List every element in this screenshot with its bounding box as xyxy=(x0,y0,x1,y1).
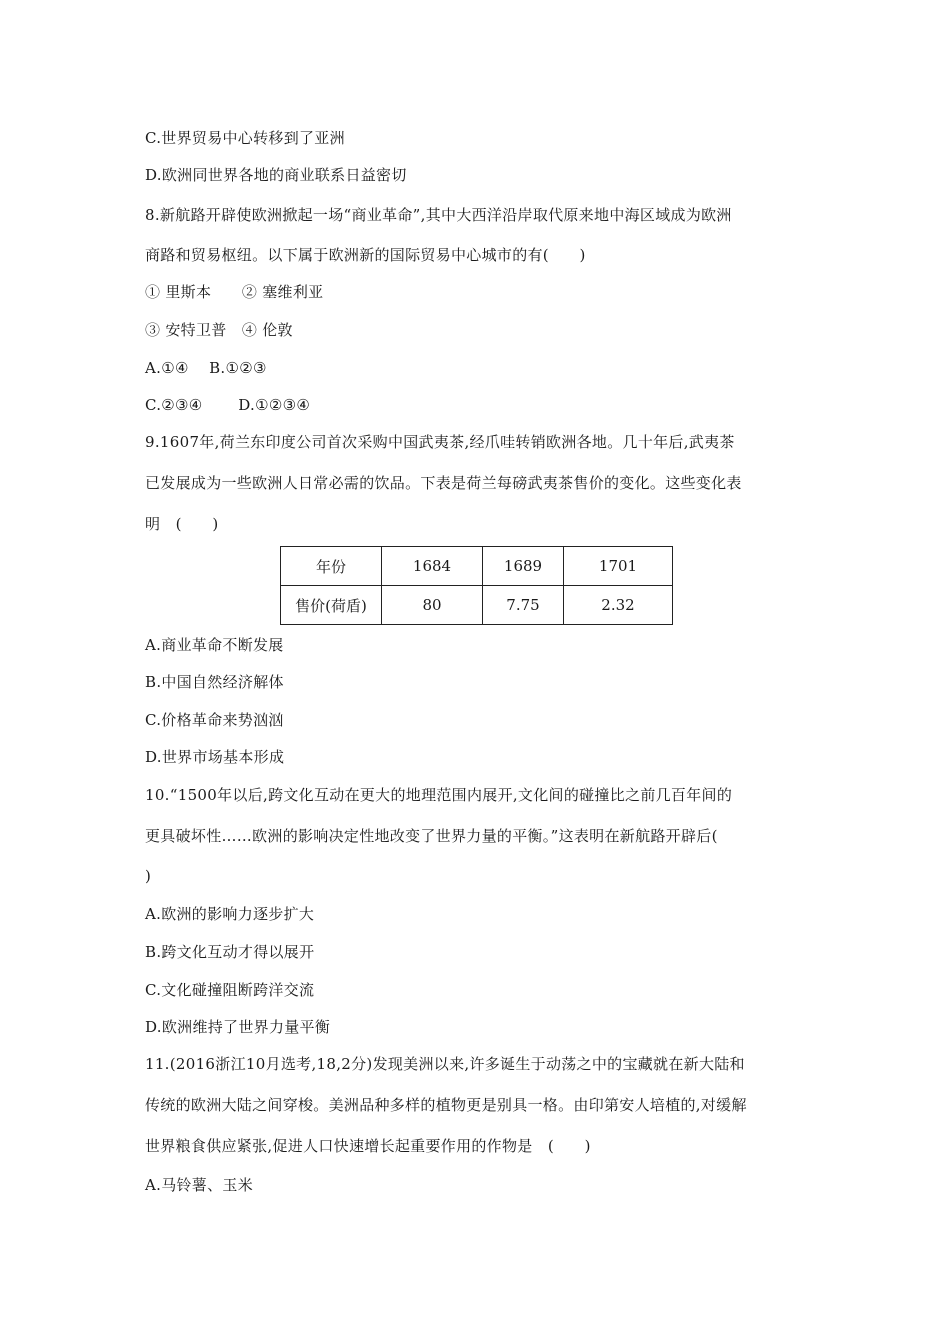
question-8-options-ab: A.①④ B.①②③ xyxy=(145,359,267,377)
question-10-option-a: A.欧洲的影响力逐步扩大 xyxy=(145,905,315,923)
question-8-items-2: ③ 安特卫普 ④ 伦敦 xyxy=(145,321,293,339)
table-row xyxy=(281,586,673,625)
table-cell: 售价(荷盾) xyxy=(281,586,382,625)
line-d-q7: D.欧洲同世界各地的商业联系日益密切 xyxy=(145,166,407,184)
question-11-stem-1: 11.(2016浙江10月选考,18,2分)发现美洲以来,许多诞生于动荡之中的宝藏就在新大陆和 xyxy=(145,1055,745,1073)
question-10-stem-2: 更具破坏性……欧洲的影响决定性地改变了世界力量的平衡。”这表明在新航路开辟后( xyxy=(145,827,718,845)
table-cell: 年份 xyxy=(281,547,382,586)
question-11-option-a: A.马铃薯、玉米 xyxy=(145,1176,254,1194)
question-10-option-b: B.跨文化互动才得以展开 xyxy=(145,943,315,961)
question-8-stem-1: 8.新航路开辟使欧洲掀起一场“商业革命”,其中大西洋沿岸取代原来地中海区域成为欧洲 xyxy=(145,206,732,224)
table-row xyxy=(281,547,673,586)
table-cell: 1684 xyxy=(382,547,483,586)
question-8-options-cd: C.②③④ D.①②③④ xyxy=(145,396,311,414)
table-cell: 2.32 xyxy=(564,586,673,625)
question-9-stem-2: 已发展成为一些欧洲人日常必需的饮品。下表是荷兰每磅武夷茶售价的变化。这些变化表 xyxy=(145,474,742,492)
question-9-stem-1: 9.1607年,荷兰东印度公司首次采购中国武夷茶,经爪哇转销欧洲各地。几十年后,武夷茶 xyxy=(145,433,735,451)
question-10-option-d: D.欧洲维持了世界力量平衡 xyxy=(145,1018,331,1036)
table-cell: 80 xyxy=(382,586,483,625)
question-9-option-a: A.商业革命不断发展 xyxy=(145,636,284,654)
question-9-option-c: C.价格革命来势汹汹 xyxy=(145,711,284,729)
question-10-option-c: C.文化碰撞阻断跨洋交流 xyxy=(145,981,315,999)
line-c-q7: C.世界贸易中心转移到了亚洲 xyxy=(145,129,345,147)
table-cell: 1689 xyxy=(483,547,564,586)
question-11-stem-2: 传统的欧洲大陆之间穿梭。美洲品种多样的植物更是别具一格。由印第安人培植的,对缓解 xyxy=(145,1096,747,1114)
table-cell: 7.75 xyxy=(483,586,564,625)
question-8-items-1: ① 里斯本 ② 塞维利亚 xyxy=(145,283,324,301)
question-10-stem-1: 10.“1500年以后,跨文化互动在更大的地理范围内展开,文化间的碰撞比之前几百年间的 xyxy=(145,786,733,804)
question-10-stem-3: ) xyxy=(145,867,152,885)
tea-price-table xyxy=(280,546,673,625)
question-9-option-b: B.中国自然经济解体 xyxy=(145,673,284,691)
table-cell: 1701 xyxy=(564,547,673,586)
question-11-stem-3: 世界粮食供应紧张,促进人口快速增长起重要作用的作物是 ( ) xyxy=(145,1137,591,1155)
question-9-option-d: D.世界市场基本形成 xyxy=(145,748,285,766)
question-9-stem-3: 明 ( ) xyxy=(145,515,219,533)
question-8-stem-2: 商路和贸易枢纽。以下属于欧洲新的国际贸易中心城市的有( ) xyxy=(145,246,586,264)
